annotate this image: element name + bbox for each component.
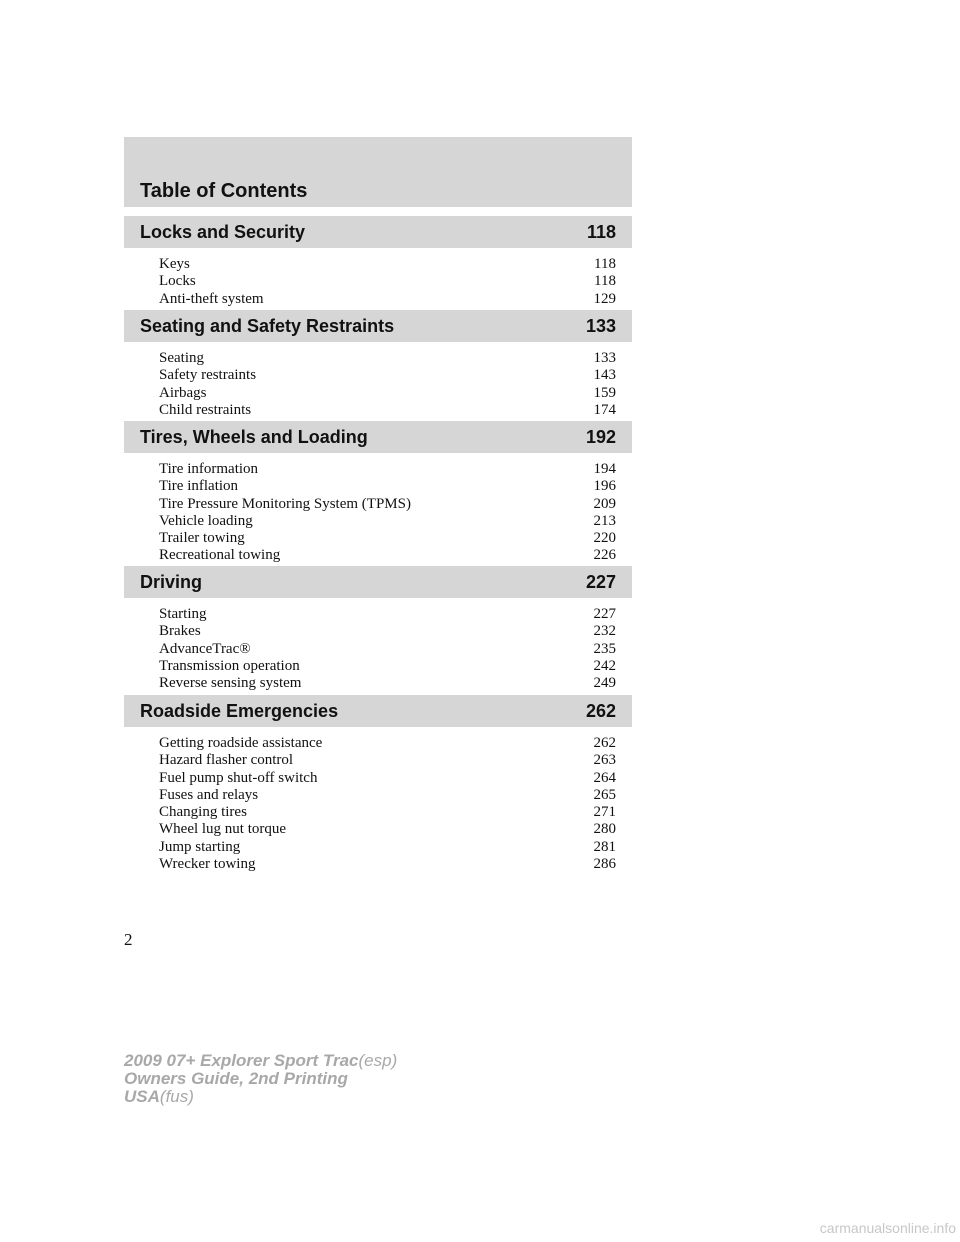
entry-list <box>124 342 632 419</box>
entry-page: 133 <box>593 350 616 366</box>
entry-page: 118 <box>594 256 616 272</box>
page-number: 2 <box>124 930 133 949</box>
footer-model-code: (esp) <box>358 1051 398 1070</box>
entry-list <box>124 727 632 873</box>
entry-label: Locks <box>159 273 196 290</box>
entry-label: Seating <box>159 350 204 366</box>
entry-label: Anti-theft system <box>159 290 264 307</box>
toc-entry[interactable] <box>124 856 632 873</box>
toc-entry[interactable] <box>124 367 632 384</box>
entry-label: Fuel pump shut-off switch <box>159 769 318 786</box>
watermark: carmanualsonline.info <box>819 1220 956 1236</box>
section-header[interactable] <box>124 695 632 727</box>
section-header[interactable] <box>124 421 632 453</box>
document-footer <box>124 1052 397 1106</box>
entry-label: Hazard flasher control <box>159 752 294 769</box>
toc-entry[interactable] <box>124 839 632 856</box>
section-page: 262 <box>585 701 616 721</box>
page-title: Table of Contents <box>140 180 308 202</box>
toc-entry[interactable] <box>124 735 632 752</box>
entry-page: 209 <box>593 495 616 512</box>
toc-entry[interactable] <box>124 273 632 290</box>
toc-entry[interactable] <box>124 804 632 821</box>
entry-label: Tire Pressure Monitoring System (TPMS) <box>159 495 411 512</box>
entry-label: Tire inflation <box>159 478 239 495</box>
entry-page: 213 <box>593 512 616 529</box>
section-title: Seating and Safety Restraints <box>140 316 395 336</box>
entry-label: Brakes <box>159 623 201 640</box>
entry-page: 220 <box>593 530 616 547</box>
toc-section-seating-and-safety-restraints <box>124 310 632 419</box>
entry-label: Getting roadside assistance <box>159 735 323 751</box>
entry-page: 143 <box>593 367 616 384</box>
entry-label: Wheel lug nut torque <box>159 821 287 838</box>
toc-entry[interactable] <box>124 402 632 419</box>
entry-page: 265 <box>593 786 616 803</box>
entry-label: Child restraints <box>159 401 252 418</box>
entry-label: Vehicle loading <box>159 512 253 529</box>
footer-model: 2009 07+ Explorer Sport Trac <box>124 1051 359 1070</box>
entry-label: Changing tires <box>159 804 247 821</box>
section-page: 118 <box>586 222 616 242</box>
section-title: Tires, Wheels and Loading <box>140 427 368 447</box>
toc-entry[interactable] <box>124 821 632 838</box>
footer-printing: Owners Guide, 2nd Printing <box>124 1069 348 1088</box>
entry-label: Keys <box>159 256 190 272</box>
toc-entry[interactable] <box>124 461 632 478</box>
entry-page: 242 <box>593 657 616 674</box>
section-page: 133 <box>585 316 616 336</box>
toc-entry[interactable] <box>124 350 632 367</box>
entry-label: Recreational towing <box>159 547 281 564</box>
entry-page: 159 <box>593 384 616 401</box>
entry-page: 226 <box>593 547 616 564</box>
entry-page: 263 <box>593 752 616 769</box>
toc-entry[interactable] <box>124 256 632 273</box>
entry-label: Safety restraints <box>159 367 257 384</box>
entry-label: Jump starting <box>159 838 241 855</box>
section-page: 227 <box>585 572 616 592</box>
entry-label: Trailer towing <box>159 530 245 547</box>
entry-label: Wrecker towing <box>159 856 256 873</box>
section-page: 192 <box>585 427 616 447</box>
footer-line-1 <box>124 1052 397 1070</box>
footer-market-code: (fus) <box>159 1087 194 1106</box>
section-title: Roadside Emergencies <box>140 701 339 721</box>
entry-page: 118 <box>594 273 616 290</box>
toc-entry[interactable] <box>124 496 632 513</box>
entry-list <box>124 453 632 565</box>
entry-page: 227 <box>593 606 616 622</box>
toc-entry[interactable] <box>124 478 632 495</box>
entry-page: 235 <box>593 640 616 657</box>
toc-entry[interactable] <box>124 547 632 564</box>
entry-page: 264 <box>593 769 616 786</box>
toc-entry[interactable] <box>124 291 632 308</box>
section-header[interactable] <box>124 566 632 598</box>
section-title: Driving <box>140 572 203 592</box>
section-title: Locks and Security <box>140 222 306 242</box>
toc-entry[interactable] <box>124 513 632 530</box>
footer-market: USA <box>124 1087 160 1106</box>
entry-label: Tire information <box>159 461 259 477</box>
toc-section-roadside-emergencies <box>124 695 632 873</box>
toc-entry[interactable] <box>124 787 632 804</box>
entry-page: 249 <box>593 675 616 692</box>
entry-list <box>124 248 632 308</box>
toc-entry[interactable] <box>124 752 632 769</box>
entry-list <box>124 598 632 692</box>
toc-entry[interactable] <box>124 385 632 402</box>
toc-section-locks-and-security <box>124 216 632 308</box>
entry-label: AdvanceTrac® <box>159 640 251 657</box>
entry-label: Transmission operation <box>159 657 300 674</box>
toc-entry[interactable] <box>124 641 632 658</box>
toc-entry[interactable] <box>124 623 632 640</box>
entry-label: Airbags <box>159 384 207 401</box>
entry-label: Fuses and relays <box>159 786 259 803</box>
toc-entry[interactable] <box>124 606 632 623</box>
entry-page: 280 <box>593 821 616 838</box>
entry-page: 286 <box>593 856 616 873</box>
toc-section-tires-wheels-and-loading <box>124 421 632 565</box>
entry-label: Reverse sensing system <box>159 675 302 692</box>
entry-label: Starting <box>159 606 207 622</box>
entry-page: 232 <box>593 623 616 640</box>
footer-line-3 <box>124 1088 397 1106</box>
toc-entry[interactable] <box>124 530 632 547</box>
toc-entry[interactable] <box>124 675 632 692</box>
toc-header <box>124 137 632 207</box>
toc-entry[interactable] <box>124 770 632 787</box>
entry-page: 262 <box>593 735 616 751</box>
entry-page: 129 <box>593 290 616 307</box>
entry-page: 271 <box>593 804 616 821</box>
toc-section-driving <box>124 566 632 692</box>
entry-page: 194 <box>593 461 616 477</box>
section-header[interactable] <box>124 216 632 248</box>
entry-page: 174 <box>593 401 616 418</box>
section-header[interactable] <box>124 310 632 342</box>
entry-page: 196 <box>593 478 616 495</box>
entry-page: 281 <box>593 838 616 855</box>
footer-line-2 <box>124 1070 397 1088</box>
toc-entry[interactable] <box>124 658 632 675</box>
